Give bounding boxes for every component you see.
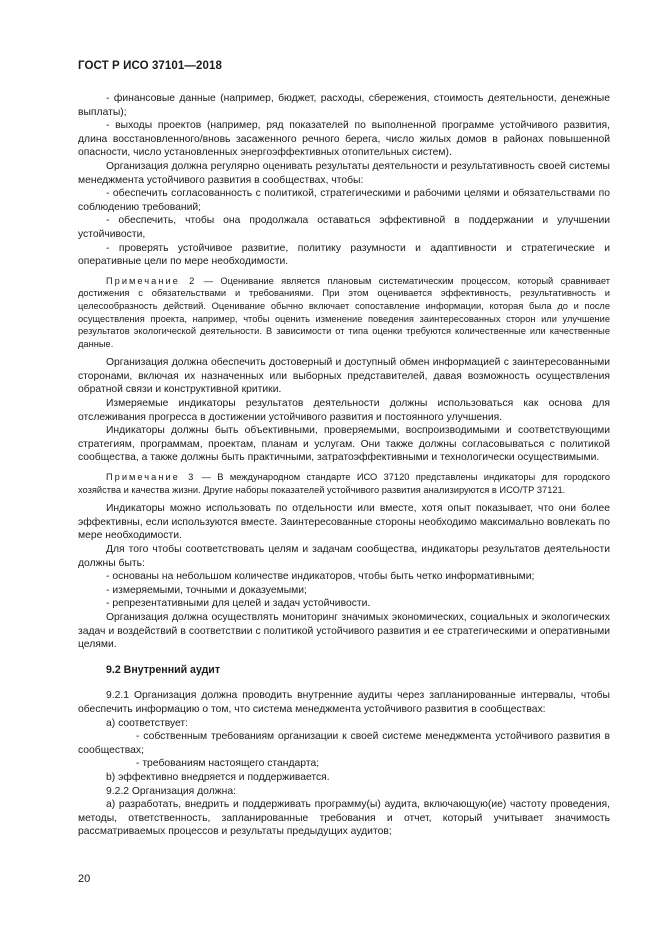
list-item-project-outputs: - выходы проектов (например, ряд показателей по выполненной программе устойчивого развития, длина восстановленного/вновь засаженного речного берега, число жилых домов в районах повышенной опасности, число установленных энергоэффективных отопительных систем). [78,120,610,159]
paragraph-indicators-usage: Индикаторы можно использовать по отдельности или вместе, хотя опыт показывает, что они более эффективны, если используются вместе. Заинтересованные стороны необходимо максимально вовлекать по мере необходимости. [78,503,610,542]
section-heading-9-2: 9.2 Внутренний аудит [106,663,221,676]
page-body [78,92,610,839]
note-3-text: — В международном стандарте ИСО 37120 представлены индикаторы для городского хозяйства и качества жизни. Другие наборы показателей устойчивого развития анализируются в ИСО/ТР 37121. [78,472,610,495]
paragraph-indicators-requirements: Для того чтобы соответствовать целям и задачам сообщества, индикаторы результатов деятельности должны быть: [78,544,610,569]
clause-item-a: a) соответствует: [106,717,189,729]
paragraph-indicators-objective: Индикаторы должны быть объективными, проверяемыми, воспроизводимыми и соответствующими стратегиям, программам, проектам, планам и услугам. Они также должны согласовываться с политикой сообщества, а также должны быть практичными, затратоэффективными и технологически осуществимыми. [78,425,610,464]
clause-9-2-2: 9.2.2 Организация должна: [106,785,236,797]
page-number: 20 [78,873,91,885]
list-item-consistency: - обеспечить согласованность с политикой, стратегическими и рабочими целями и обязательствами по соблюдению требований; [78,188,610,213]
paragraph-communication: Организация должна обеспечить достоверный и доступный обмен информацией с заинтересованными сторонами, включая их назначенных или выборных представителей, давая возможность осуществления обратной связи и конструктивной критики. [78,357,610,396]
list-item-representative: - репрезентативными для целей и задач устойчивости. [106,598,371,610]
paragraph-evaluation: Организация должна регулярно оценивать результаты деятельности и результативность своей системы менеджмента устойчивого развития в сообществах, чтобы: [78,160,610,186]
list-item-measurable: - измеряемыми, точными и доказуемыми; [106,584,307,596]
list-item-effectiveness: - обеспечить, чтобы она продолжала оставаться эффективной в поддержании и улучшении устойчивости, [78,215,610,240]
paragraph-indicators-basis: Измеряемые индикаторы результатов деятельности должны использоваться как основа для отслеживания прогресса в достижении устойчивого развития и постоянного улучшения. [78,398,610,423]
list-item-financial: - финансовые данные (например, бюджет, расходы, сбережения, стоимость деятельности, денежные выплаты); [78,93,610,118]
clause-9-2-2-item-a: a) разработать, внедрить и поддерживать программу(ы) аудита, включающую(ие) частоту проведения, методы, ответственность, запланированные требования и отчет, который учитывает значимость рассматриваемых процессов и результаты предыдущих аудитов; [78,799,610,838]
list-item-verify: - проверять устойчивое развитие, политику разумности и адаптивности и стратегические и оперативные цели по мере необходимости. [78,242,610,268]
paragraph-monitoring: Организация должна осуществлять мониторинг значимых экономических, социальных и экологических задач и воздействий в соответствии с политикой устойчивого развития и ее стратегическими и оперативными целями. [78,611,610,651]
list-item-few-indicators: - основаны на небольшом количестве индикаторов, чтобы быть четко информативными; [106,571,535,583]
note-3 [78,471,610,496]
clause-item-b: b) эффективно внедряется и поддерживается. [106,771,330,783]
note-2 [78,275,610,351]
document-header: ГОСТ Р ИСО 37101—2018 [78,60,223,72]
note-2-label: Примечание 2 [106,275,197,286]
note-2-text: — Оценивание является плановым систематическим процессом, который сравнивает достижения с обязательствами и требованиями. При этом оценивается эффективность, результативность и целесообразность действий. Оценивание обычно включает сопоставление информации, которая была до и после осуществления проекта, например, чтобы оценить изменение поведения заинтересованных сторон или улучшение результатов экологической деятельности. В зависимости от типа оценки требуются количественные или качественные данные. [78,275,610,349]
clause-9-2-1: 9.2.1 Организация должна проводить внутренние аудиты через запланированные интервалы, чтобы обеспечить информацию о том, что система менеджмента устойчивого развития в сообществах: [78,690,610,715]
sub-item-standard-requirements: - требованиям настоящего стандарта; [136,758,320,770]
sub-item-own-requirements: - собственным требованиям организации к своей системе менеджмента устойчивого развития в сообществах; [78,731,610,756]
note-3-label: Примечание 3 [106,472,196,483]
